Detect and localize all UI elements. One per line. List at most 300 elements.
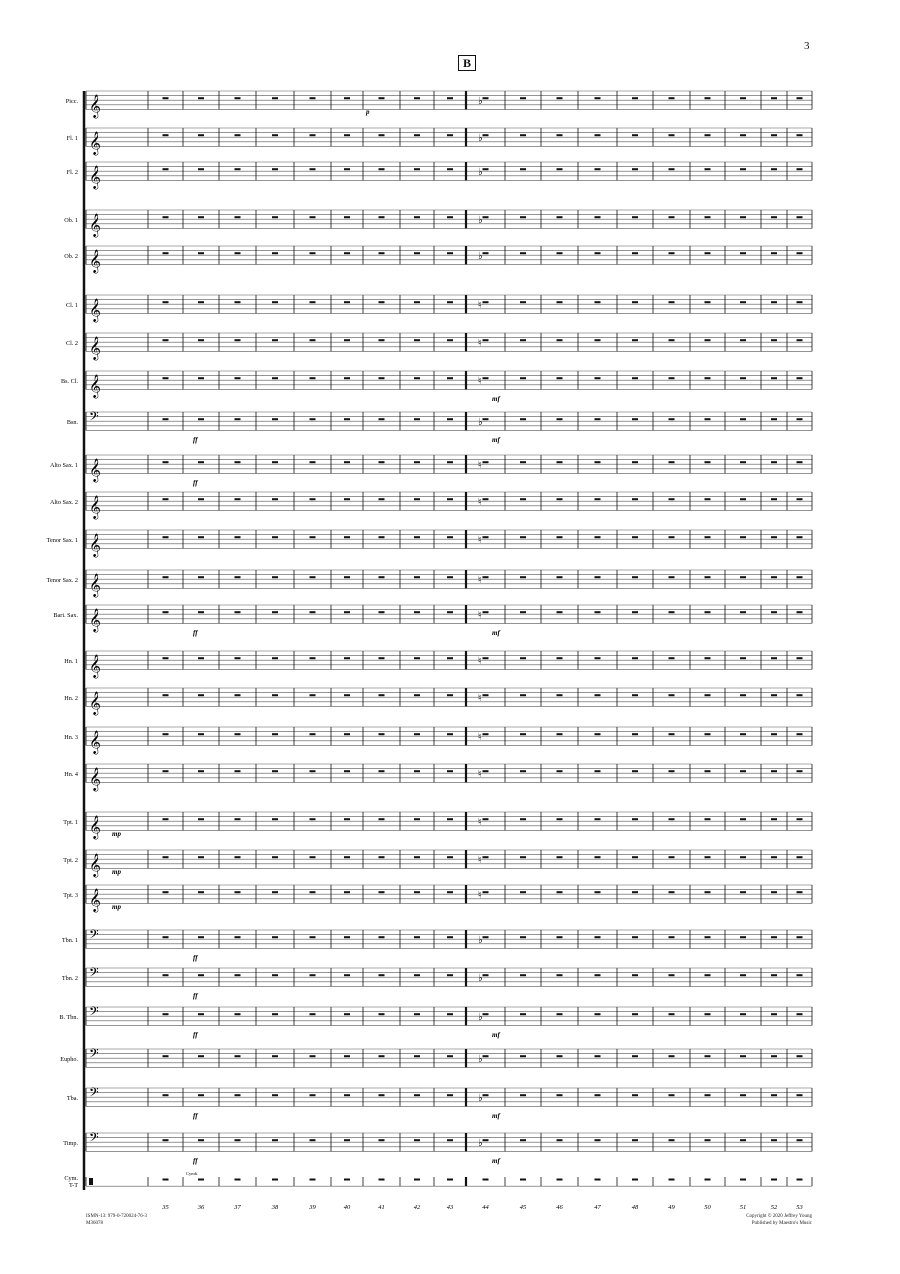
whole-rest xyxy=(595,936,601,938)
instrument-label-27: T-T xyxy=(68,1182,78,1189)
whole-rest xyxy=(771,536,777,538)
whole-rest xyxy=(669,418,675,420)
whole-rest xyxy=(163,1094,169,1096)
whole-rest xyxy=(705,818,711,820)
whole-rest xyxy=(520,252,526,254)
whole-rest xyxy=(198,418,204,420)
whole-rest xyxy=(272,216,278,218)
treble-clef-icon: 𝄞 xyxy=(89,768,101,791)
whole-rest xyxy=(272,974,278,976)
whole-rest xyxy=(447,418,453,420)
whole-rest xyxy=(163,339,169,341)
treble-clef-icon: 𝄞 xyxy=(89,889,101,912)
whole-rest xyxy=(705,576,711,578)
whole-rest xyxy=(483,418,489,420)
whole-rest xyxy=(344,339,350,341)
whole-rest xyxy=(483,339,489,341)
whole-rest xyxy=(557,252,563,254)
whole-rest xyxy=(740,216,746,218)
whole-rest xyxy=(163,936,169,938)
whole-rest xyxy=(310,657,316,659)
whole-rest xyxy=(771,252,777,254)
whole-rest xyxy=(740,498,746,500)
whole-rest xyxy=(520,974,526,976)
whole-rest xyxy=(447,974,453,976)
whole-rest xyxy=(740,461,746,463)
whole-rest xyxy=(310,461,316,463)
whole-rest xyxy=(447,339,453,341)
whole-rest xyxy=(483,252,489,254)
whole-rest xyxy=(740,168,746,170)
whole-rest xyxy=(447,576,453,578)
instrument-label-21: Tbn. 1 xyxy=(61,937,78,944)
whole-rest xyxy=(797,818,803,820)
whole-rest xyxy=(797,611,803,613)
whole-rest xyxy=(669,461,675,463)
whole-rest xyxy=(344,1139,350,1141)
whole-rest xyxy=(705,301,711,303)
whole-rest xyxy=(163,818,169,820)
whole-rest xyxy=(740,339,746,341)
instrument-label-12: Tenor Sax. 2 xyxy=(46,577,78,584)
whole-rest xyxy=(344,1013,350,1015)
whole-rest xyxy=(198,216,204,218)
ismn-text: ISMN-13: 979-0-720024-76-3 xyxy=(86,1214,147,1219)
whole-rest xyxy=(595,301,601,303)
whole-rest xyxy=(632,216,638,218)
whole-rest xyxy=(344,657,350,659)
whole-rest xyxy=(447,657,453,659)
whole-rest xyxy=(632,97,638,99)
whole-rest xyxy=(198,339,204,341)
whole-rest xyxy=(797,974,803,976)
whole-rest xyxy=(520,818,526,820)
whole-rest xyxy=(595,1094,601,1096)
treble-clef-icon: 𝄞 xyxy=(89,95,101,118)
whole-rest xyxy=(705,252,711,254)
whole-rest xyxy=(669,498,675,500)
whole-rest xyxy=(198,856,204,858)
whole-rest xyxy=(163,733,169,735)
whole-rest xyxy=(557,418,563,420)
whole-rest xyxy=(483,576,489,578)
whole-rest xyxy=(557,1055,563,1057)
whole-rest xyxy=(379,657,385,659)
whole-rest xyxy=(272,97,278,99)
bass-clef-icon: 𝄢 xyxy=(89,411,99,427)
measure-number: 36 xyxy=(197,1204,205,1211)
whole-rest xyxy=(669,536,675,538)
whole-rest xyxy=(520,1094,526,1096)
whole-rest xyxy=(669,1055,675,1057)
whole-rest xyxy=(557,856,563,858)
whole-rest xyxy=(705,168,711,170)
whole-rest xyxy=(344,936,350,938)
whole-rest xyxy=(414,770,420,772)
instrument-label-3: Ob. 1 xyxy=(64,217,78,224)
whole-rest xyxy=(595,418,601,420)
whole-rest xyxy=(310,891,316,893)
whole-rest xyxy=(198,134,204,136)
whole-rest xyxy=(595,536,601,538)
whole-rest xyxy=(595,168,601,170)
whole-rest xyxy=(235,339,241,341)
whole-rest xyxy=(705,1055,711,1057)
whole-rest xyxy=(344,891,350,893)
whole-rest xyxy=(771,377,777,379)
whole-rest xyxy=(771,657,777,659)
key-signature-icon: ♭ xyxy=(478,215,483,227)
whole-rest xyxy=(379,856,385,858)
publisher-text: Published by Maestro's Music xyxy=(751,1221,812,1226)
whole-rest xyxy=(483,770,489,772)
whole-rest xyxy=(447,134,453,136)
whole-rest xyxy=(797,1055,803,1057)
whole-rest xyxy=(272,936,278,938)
instrument-label-8: Bsn. xyxy=(66,419,78,426)
whole-rest xyxy=(163,97,169,99)
whole-rest xyxy=(414,657,420,659)
whole-rest xyxy=(632,1179,638,1181)
whole-rest xyxy=(771,418,777,420)
whole-rest xyxy=(310,418,316,420)
whole-rest xyxy=(740,1094,746,1096)
whole-rest xyxy=(310,576,316,578)
whole-rest xyxy=(344,694,350,696)
whole-rest xyxy=(344,733,350,735)
whole-rest xyxy=(557,936,563,938)
whole-rest xyxy=(520,134,526,136)
whole-rest xyxy=(344,770,350,772)
whole-rest xyxy=(447,818,453,820)
whole-rest xyxy=(447,770,453,772)
whole-rest xyxy=(797,134,803,136)
whole-rest xyxy=(379,611,385,613)
dynamic-mark: ff xyxy=(193,1031,198,1039)
whole-rest xyxy=(740,891,746,893)
whole-rest xyxy=(379,418,385,420)
whole-rest xyxy=(414,891,420,893)
whole-rest xyxy=(557,694,563,696)
whole-rest xyxy=(632,611,638,613)
whole-rest xyxy=(632,936,638,938)
whole-rest xyxy=(705,1139,711,1141)
instrument-label-26: Timp. xyxy=(63,1140,78,1147)
whole-rest xyxy=(557,168,563,170)
whole-rest xyxy=(595,1139,601,1141)
whole-rest xyxy=(797,301,803,303)
whole-rest xyxy=(669,936,675,938)
key-signature-icon: ♮ xyxy=(478,610,482,622)
whole-rest xyxy=(235,461,241,463)
whole-rest xyxy=(344,576,350,578)
whole-rest xyxy=(235,97,241,99)
whole-rest xyxy=(632,418,638,420)
key-signature-icon: ♭ xyxy=(478,1054,483,1066)
whole-rest xyxy=(632,657,638,659)
whole-rest xyxy=(310,1139,316,1141)
whole-rest xyxy=(669,657,675,659)
measure-number: 42 xyxy=(413,1204,421,1211)
whole-rest xyxy=(344,1055,350,1057)
whole-rest xyxy=(447,1055,453,1057)
whole-rest xyxy=(483,1013,489,1015)
whole-rest xyxy=(198,97,204,99)
whole-rest xyxy=(344,461,350,463)
whole-rest xyxy=(163,576,169,578)
whole-rest xyxy=(235,536,241,538)
footer-left xyxy=(86,1213,147,1227)
whole-rest xyxy=(520,461,526,463)
whole-rest xyxy=(272,339,278,341)
whole-rest xyxy=(483,97,489,99)
whole-rest xyxy=(771,461,777,463)
whole-rest xyxy=(595,974,601,976)
instrument-label-14: Hn. 1 xyxy=(64,658,78,665)
whole-rest xyxy=(771,97,777,99)
whole-rest xyxy=(669,891,675,893)
whole-rest xyxy=(740,818,746,820)
whole-rest xyxy=(669,1139,675,1141)
whole-rest xyxy=(557,1179,563,1181)
whole-rest xyxy=(235,1179,241,1181)
bass-clef-icon: 𝄢 xyxy=(89,929,99,945)
whole-rest xyxy=(705,936,711,938)
whole-rest xyxy=(310,1055,316,1057)
key-signature-icon: ♭ xyxy=(478,1138,483,1150)
whole-rest xyxy=(797,1139,803,1141)
whole-rest xyxy=(310,339,316,341)
instrument-label-24: Eupho. xyxy=(60,1056,78,1063)
whole-rest xyxy=(483,974,489,976)
whole-rest xyxy=(344,611,350,613)
whole-rest xyxy=(669,301,675,303)
whole-rest xyxy=(632,770,638,772)
whole-rest xyxy=(705,856,711,858)
dynamic-mark: mp xyxy=(112,868,121,876)
whole-rest xyxy=(198,974,204,976)
whole-rest xyxy=(163,856,169,858)
whole-rest xyxy=(632,856,638,858)
whole-rest xyxy=(632,576,638,578)
whole-rest xyxy=(235,1055,241,1057)
whole-rest xyxy=(447,694,453,696)
whole-rest xyxy=(595,611,601,613)
whole-rest xyxy=(771,216,777,218)
bass-clef-icon: 𝄢 xyxy=(89,1087,99,1103)
whole-rest xyxy=(272,694,278,696)
whole-rest xyxy=(557,974,563,976)
whole-rest xyxy=(310,818,316,820)
whole-rest xyxy=(797,770,803,772)
whole-rest xyxy=(557,733,563,735)
whole-rest xyxy=(797,216,803,218)
key-signature-icon: ♮ xyxy=(478,656,482,668)
whole-rest xyxy=(235,168,241,170)
whole-rest xyxy=(483,856,489,858)
whole-rest xyxy=(595,1179,601,1181)
key-signature-icon: ♭ xyxy=(478,417,483,429)
whole-rest xyxy=(198,301,204,303)
treble-clef-icon: 𝄞 xyxy=(89,132,101,155)
whole-rest xyxy=(414,733,420,735)
whole-rest xyxy=(771,770,777,772)
whole-rest xyxy=(310,134,316,136)
whole-rest xyxy=(198,252,204,254)
whole-rest xyxy=(705,377,711,379)
whole-rest xyxy=(272,1094,278,1096)
whole-rest xyxy=(797,891,803,893)
whole-rest xyxy=(379,733,385,735)
whole-rest xyxy=(669,1094,675,1096)
bass-clef-icon: 𝄢 xyxy=(89,1048,99,1064)
whole-rest xyxy=(740,657,746,659)
instrument-label-11: Tenor Sax. 1 xyxy=(46,537,78,544)
whole-rest xyxy=(198,536,204,538)
instrument-label-16: Hn. 3 xyxy=(64,734,78,741)
whole-rest xyxy=(344,418,350,420)
whole-rest xyxy=(740,1055,746,1057)
whole-rest xyxy=(771,1055,777,1057)
key-signature-icon: ♮ xyxy=(478,732,482,744)
whole-rest xyxy=(163,134,169,136)
whole-rest xyxy=(272,657,278,659)
whole-rest xyxy=(163,1013,169,1015)
whole-rest xyxy=(740,611,746,613)
whole-rest xyxy=(483,1055,489,1057)
whole-rest xyxy=(198,611,204,613)
whole-rest xyxy=(414,818,420,820)
whole-rest xyxy=(447,936,453,938)
measure-number: 52 xyxy=(770,1204,778,1211)
dynamic-mark: mf xyxy=(492,1112,500,1120)
whole-rest xyxy=(595,339,601,341)
whole-rest xyxy=(632,818,638,820)
whole-rest xyxy=(520,891,526,893)
whole-rest xyxy=(669,134,675,136)
treble-clef-icon: 𝄞 xyxy=(89,854,101,877)
copyright-text: Copyright © 2020 Jeffrey Young xyxy=(746,1214,812,1219)
dynamic-mark: mp xyxy=(112,830,121,838)
whole-rest xyxy=(520,694,526,696)
whole-rest xyxy=(771,301,777,303)
whole-rest xyxy=(414,611,420,613)
key-signature-icon: ♭ xyxy=(478,167,483,179)
whole-rest xyxy=(379,377,385,379)
whole-rest xyxy=(557,611,563,613)
whole-rest xyxy=(163,974,169,976)
whole-rest xyxy=(272,1179,278,1181)
whole-rest xyxy=(705,418,711,420)
whole-rest xyxy=(310,936,316,938)
whole-rest xyxy=(557,891,563,893)
whole-rest xyxy=(163,498,169,500)
treble-clef-icon: 𝄞 xyxy=(89,655,101,678)
whole-rest xyxy=(483,461,489,463)
whole-rest xyxy=(344,536,350,538)
instrument-label-25: Tba. xyxy=(66,1095,78,1102)
whole-rest xyxy=(198,461,204,463)
whole-rest xyxy=(557,461,563,463)
whole-rest xyxy=(771,1094,777,1096)
whole-rest xyxy=(198,733,204,735)
whole-rest xyxy=(483,936,489,938)
key-signature-icon: ♭ xyxy=(478,973,483,985)
whole-rest xyxy=(483,536,489,538)
whole-rest xyxy=(272,891,278,893)
whole-rest xyxy=(520,1055,526,1057)
dynamic-mark: mf xyxy=(492,629,500,637)
whole-rest xyxy=(379,498,385,500)
bass-clef-icon: 𝄢 xyxy=(89,967,99,983)
measure-number: 35 xyxy=(162,1204,169,1211)
measure-number: 47 xyxy=(594,1204,601,1211)
whole-rest xyxy=(235,657,241,659)
whole-rest xyxy=(797,418,803,420)
whole-rest xyxy=(771,974,777,976)
whole-rest xyxy=(595,657,601,659)
whole-rest xyxy=(632,339,638,341)
instrument-label-9: Alto Sax. 1 xyxy=(49,462,78,469)
treble-clef-icon: 𝄞 xyxy=(89,166,101,189)
whole-rest xyxy=(198,936,204,938)
whole-rest xyxy=(595,733,601,735)
whole-rest xyxy=(520,168,526,170)
whole-rest xyxy=(632,461,638,463)
whole-rest xyxy=(705,216,711,218)
whole-rest xyxy=(771,1139,777,1141)
whole-rest xyxy=(414,1139,420,1141)
whole-rest xyxy=(272,856,278,858)
whole-rest xyxy=(310,252,316,254)
key-signature-icon: ♮ xyxy=(478,769,482,781)
footer-right xyxy=(650,1213,812,1227)
whole-rest xyxy=(310,216,316,218)
whole-rest xyxy=(414,377,420,379)
whole-rest xyxy=(414,974,420,976)
whole-rest xyxy=(771,576,777,578)
whole-rest xyxy=(740,974,746,976)
whole-rest xyxy=(483,1139,489,1141)
whole-rest xyxy=(740,1139,746,1141)
whole-rest xyxy=(669,733,675,735)
whole-rest xyxy=(557,301,563,303)
whole-rest xyxy=(483,818,489,820)
whole-rest xyxy=(797,536,803,538)
whole-rest xyxy=(632,168,638,170)
percussion-clef-icon xyxy=(89,1178,93,1185)
whole-rest xyxy=(310,1179,316,1181)
whole-rest xyxy=(163,252,169,254)
whole-rest xyxy=(632,1139,638,1141)
dynamic-mark: mp xyxy=(112,903,121,911)
whole-rest xyxy=(632,134,638,136)
whole-rest xyxy=(163,461,169,463)
whole-rest xyxy=(520,301,526,303)
whole-rest xyxy=(483,733,489,735)
whole-rest xyxy=(198,377,204,379)
whole-rest xyxy=(447,733,453,735)
whole-rest xyxy=(447,498,453,500)
whole-rest xyxy=(235,856,241,858)
whole-rest xyxy=(310,694,316,696)
whole-rest xyxy=(632,694,638,696)
treble-clef-icon: 𝄞 xyxy=(89,337,101,360)
whole-rest xyxy=(414,694,420,696)
treble-clef-icon: 𝄞 xyxy=(89,534,101,557)
whole-rest xyxy=(669,216,675,218)
whole-rest xyxy=(557,1094,563,1096)
